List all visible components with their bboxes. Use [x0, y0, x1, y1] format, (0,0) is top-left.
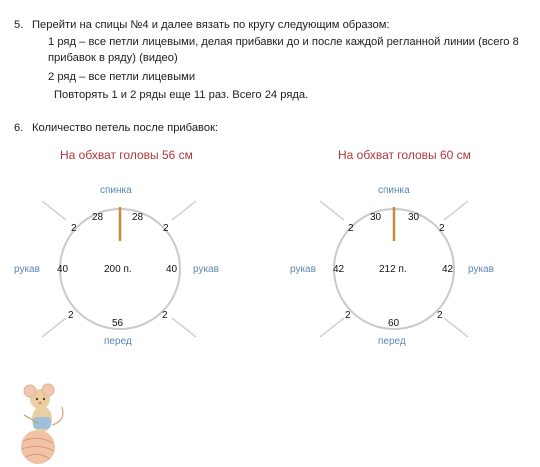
increase-bl-60: 2	[345, 310, 351, 321]
sleeve-left-label-56: рукав	[14, 264, 40, 275]
increase-br-60: 2	[437, 310, 443, 321]
back-right-count-60: 30	[408, 212, 420, 223]
back-label-56: спинка	[100, 185, 132, 196]
back-label-60: спинка	[378, 185, 410, 196]
raglan-line-tr-60	[444, 201, 468, 220]
raglan-line-bl-60	[320, 318, 344, 337]
back-right-count-56: 28	[132, 212, 144, 223]
sleeve-left-label-60: рукав	[290, 264, 316, 275]
raglan-line-tl-60	[320, 201, 344, 220]
step-6-text: Количество петель после прибавок:	[32, 122, 219, 134]
sleeve-right-count-60: 42	[442, 264, 454, 275]
step-5-line-4: 2 ряд – все петли лицевыми	[48, 71, 196, 83]
step-5-line-5: Повторять 1 и 2 ряды еще 11 раз. Всего 24 ряда.	[54, 89, 309, 101]
increase-br-56: 2	[162, 310, 168, 321]
raglan-line-br-60	[444, 318, 468, 337]
total-stitches-56: 200 п.	[104, 264, 132, 275]
sleeve-right-label-56: рукав	[193, 264, 219, 275]
sleeve-right-count-56: 40	[166, 264, 178, 275]
sleeve-left-count-56: 40	[57, 264, 69, 275]
raglan-line-bl-56	[42, 318, 66, 337]
increase-tr-56: 2	[163, 223, 169, 234]
front-label-56: перед	[104, 336, 132, 347]
diagram-title-56: На обхват головы 56 см	[60, 148, 193, 162]
step-5-number: 5.	[14, 19, 24, 31]
increase-bl-56: 2	[68, 310, 74, 321]
increase-tl-60: 2	[348, 223, 354, 234]
step-5-line-2: 1 ряд – все петли лицевыми, делая прибавки до и после каждой регланной линии (всего 8	[48, 36, 519, 48]
diagram-title-60: На обхват головы 60 см	[338, 148, 471, 162]
increase-tl-56: 2	[71, 223, 77, 234]
total-stitches-60: 212 п.	[379, 264, 407, 275]
front-count-60: 60	[388, 318, 400, 329]
raglan-line-tr-56	[172, 201, 196, 220]
back-left-count-60: 30	[370, 212, 382, 223]
mouse-yarn-illustration	[8, 377, 76, 465]
raglan-line-tl-56	[42, 201, 66, 220]
front-label-60: перед	[378, 336, 406, 347]
sleeve-right-label-60: рукав	[468, 264, 494, 275]
step-6-number: 6.	[14, 122, 24, 134]
step-5-line-1: Перейти на спицы №4 и далее вязать по кругу следующим образом:	[32, 19, 390, 31]
increase-tr-60: 2	[439, 223, 445, 234]
raglan-line-br-56	[172, 318, 196, 337]
sleeve-left-count-60: 42	[333, 264, 345, 275]
front-count-56: 56	[112, 318, 124, 329]
step-5-line-3: прибавок в ряду) (видео)	[48, 52, 178, 64]
back-left-count-56: 28	[92, 212, 104, 223]
